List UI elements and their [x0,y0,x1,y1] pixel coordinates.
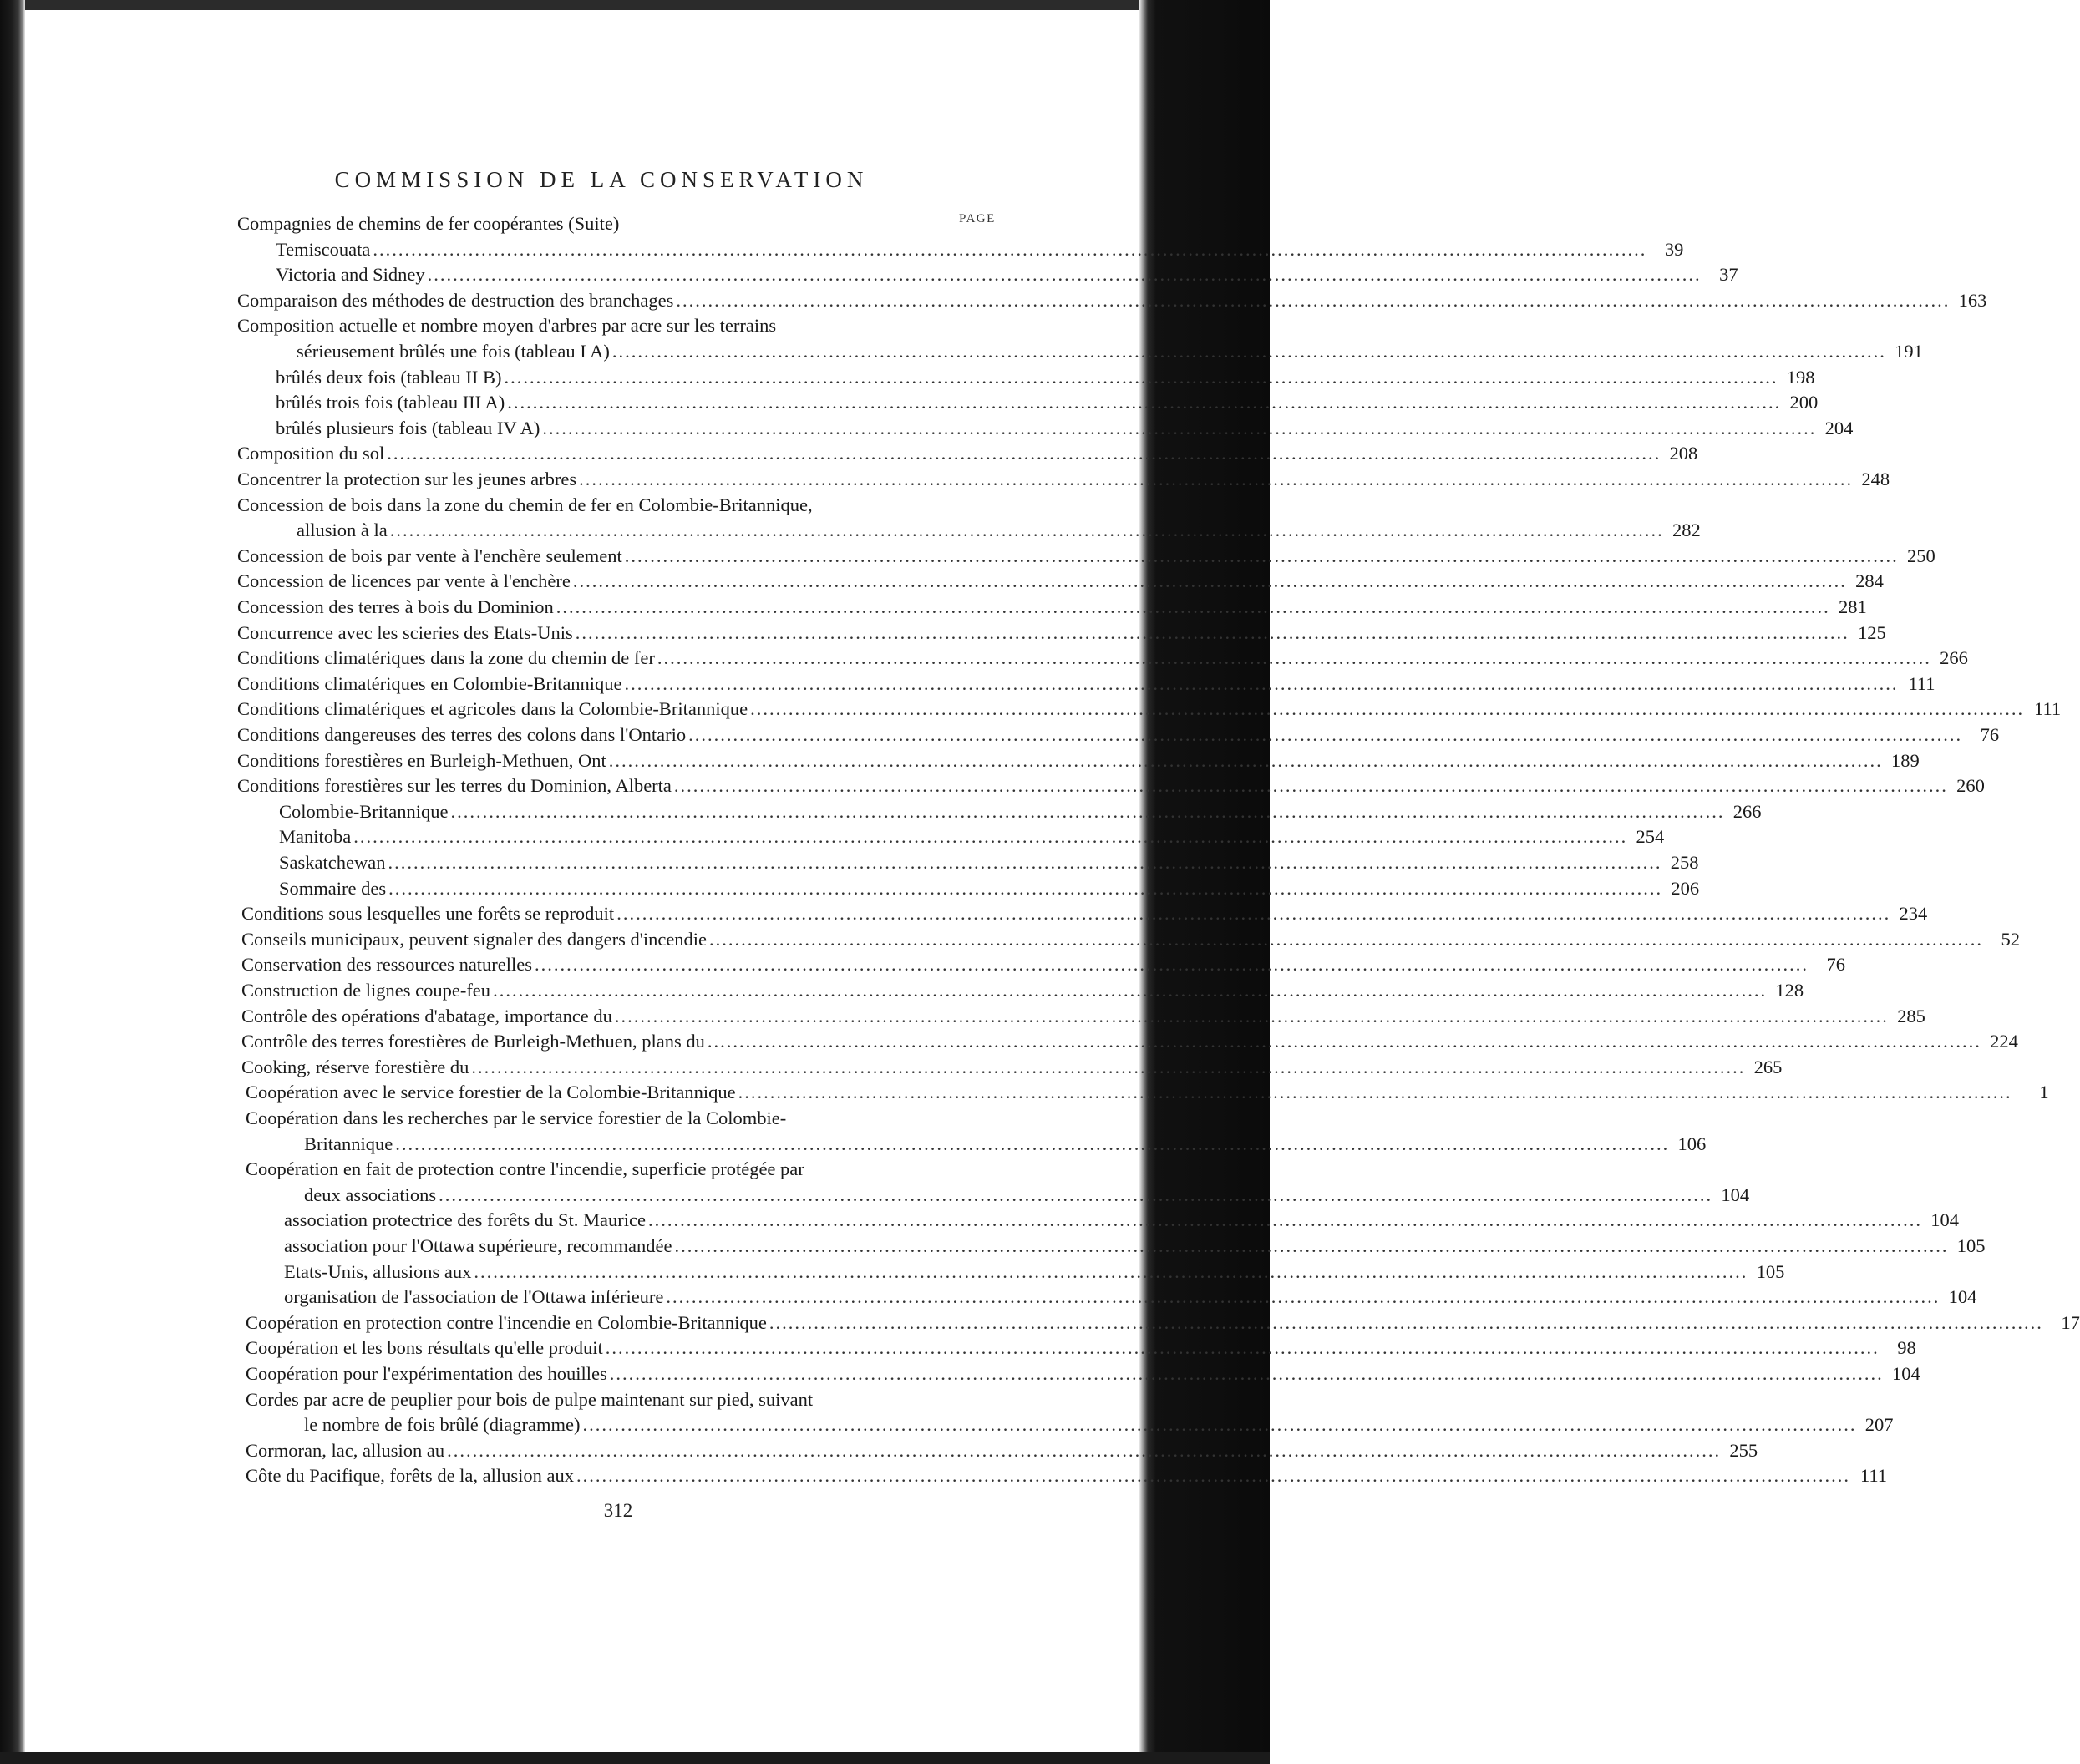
entry-page-number: 191 [1895,341,1923,362]
leader-dots: ........................................................................................................................................................................................................ [611,341,1886,362]
leader-dots: ........................................................................................................................................................................................................ [579,469,1854,489]
leader-dots: ........................................................................................................................................................................................................ [395,1133,1670,1154]
entry-page-number: 104 [1721,1184,1750,1205]
index-entry [279,877,1700,900]
index-entry [279,825,1665,849]
entry-page-number: 125 [1857,621,1886,643]
entry-page-number: 105 [1956,1235,1986,1256]
index-entry [241,1030,2018,1053]
entry-text: Cormoran, lac, allusion au [246,1439,445,1461]
entry-text: Colombie-Britannique [279,800,449,822]
index-entry [237,570,1884,593]
entry-text: Comparaison des méthodes de destruction des branchages [237,289,674,311]
index-entry [237,749,1920,773]
entry-page-number: 285 [1897,1005,1925,1026]
entry-page-number: 254 [1636,826,1665,848]
index-entry [246,1336,1916,1360]
entry-page-number: 189 [1891,749,1920,771]
entry-text: Coopération en protection contre l'incendie en Colombie-Britannique [246,1311,767,1333]
index-entry [237,596,1867,619]
leader-dots: ........................................................................................................................................................................................................ [738,1082,2012,1103]
entry-text: Saskatchewan [279,852,386,873]
leader-dots: ........................................................................................................................................................................................................ [450,800,1725,822]
index-entry [279,851,1699,874]
entry-text: Compagnies de chemins de fer coopérantes (Suite) [237,213,620,234]
entry-text: Concession de bois dans la zone du chemin de fer en Colombie-Britannique, [237,494,813,515]
entry-text: brûlés deux fois (tableau II B) [276,366,502,388]
entry-text: Coopération et les bons résultats qu'elle produit [246,1337,603,1359]
entry-page-number: 224 [1990,1031,2018,1052]
entry-page-number: 282 [1672,520,1701,541]
entry-text: Conditions forestières en Burleigh-Methuen, Ont [237,749,606,771]
index-entry [246,1081,2049,1104]
entry-text: Construction de lignes coupe-feu [241,980,491,1001]
entry-page-number: 198 [1786,366,1815,388]
page-column-label: PAGE [959,212,996,226]
entry-text: sérieusement brûlés une fois (tableau I A) [297,341,610,362]
index-entry [241,979,1804,1002]
entry-page-number: 128 [1775,980,1804,1001]
index-entry [237,774,1985,798]
entry-text: Sommaire des [279,877,387,899]
running-header: COMMISSION DE LA CONSERVATION [334,167,869,192]
entry-page-number: 207 [1864,1414,1894,1436]
leader-dots: ........................................................................................................................................................................................................ [493,980,1768,1001]
index-entry [237,468,1890,491]
index-entry [237,494,969,517]
index-entry [237,442,1698,465]
index-entry [237,723,2000,747]
index-entry [237,697,2062,721]
entry-text: Conditions climatériques dans la zone du chemin de fer [237,647,655,669]
index-entry [276,417,1854,440]
entry-text: Conditions sous lesquelles une forêts se reproduit [241,903,615,925]
index-entry [304,1133,1707,1156]
index-entry [284,1234,1986,1258]
entry-page-number: 105 [1756,1260,1785,1282]
entry-page-number: 104 [1891,1363,1920,1384]
leader-dots: ........................................................................................................................................................................................................ [688,724,1963,745]
page-number: 312 [603,1500,633,1521]
entry-text: Conservation des ressources naturelles [241,954,533,976]
entry-page-number: 76 [1826,954,1846,976]
entry-page-number: 106 [1677,1133,1707,1154]
entry-text: Conditions climatériques en Colombie-Britannique [237,672,622,694]
entry-page-number: 250 [1907,545,1935,566]
leader-dots: ........................................................................................................................................................................................................ [676,289,1951,311]
index-entry [241,902,1928,925]
entry-text: brûlés trois fois (tableau III A) [276,392,505,413]
entry-text: Conditions dangereuses des terres des colons dans l'Ontario [237,724,687,745]
leader-dots: ........................................................................................................................................................................................................ [572,570,1847,592]
index-entry [246,1388,969,1412]
index-entry [237,672,1935,696]
scan-bottom-edge [0,1752,1270,1764]
entry-page-number: 266 [1940,647,1968,669]
entry-text: Coopération avec le service forestier de la Colombie-Britannique [246,1082,736,1103]
index-entry [241,1005,1925,1028]
entry-page-number: 248 [1861,469,1890,489]
entry-text: Côte du Pacifique, forêts de la, allusion aux [246,1465,575,1487]
leader-dots: ........................................................................................................................................................................................................ [647,1209,1922,1231]
index-entry [237,646,1968,670]
leader-dots: ........................................................................................................................................................................................................ [624,672,1899,694]
entry-text: Concession de licences par vente à l'enchère [237,570,571,592]
leader-dots: ........................................................................................................................................................................................................ [387,443,1661,464]
index-entry [241,953,1846,976]
index-entry [237,314,969,337]
entry-text: Conseils municipaux, peuvent signaler des dangers d'incendie [241,928,708,950]
entry-page-number: 52 [2001,928,2021,950]
leader-dots: ........................................................................................................................................................................................................ [582,1414,1857,1436]
entry-text: association pour l'Ottawa supérieure, recommandée [284,1235,672,1256]
entry-text: Britannique [304,1133,393,1154]
entry-page-number: 76 [1980,724,2000,745]
leader-dots: ........................................................................................................................................................................................................ [614,1005,1889,1026]
entry-text: Contrôle des opérations d'abatage, importance du [241,1005,612,1026]
entry-text: Concession des terres à bois du Dominion [237,596,554,617]
leader-dots: ........................................................................................................................................................................................................ [556,596,1830,617]
index-entry [279,800,1762,824]
entry-text: Conditions climatériques et agricoles dans la Colombie-Britannique [237,698,748,720]
entry-page-number: 163 [1958,289,1987,311]
entry-page-number: 98 [1897,1337,1916,1359]
leader-dots: ........................................................................................................................................................................................................ [609,1363,1884,1384]
entry-page-number: 111 [2034,698,2062,720]
leader-dots: ........................................................................................................................................................................................................ [388,877,1663,899]
index-entry [246,1362,1920,1386]
leader-dots: ........................................................................................................................................................................................................ [388,852,1662,873]
leader-dots: ........................................................................................................................................................................................................ [535,954,1809,976]
entry-page-number: 111 [1908,672,1935,694]
entry-page-number: 234 [1899,903,1928,925]
entry-text: deux associations [304,1184,437,1205]
entry-text: Concentrer la protection sur les jeunes arbres [237,469,577,489]
leader-dots: ........................................................................................................................................................................................................ [504,366,1778,388]
entry-text: Cordes par acre de peuplier pour bois de pulpe maintenant sur pied, suivant [246,1388,814,1410]
entry-text: Coopération pour l'expérimentation des houilles [246,1363,607,1384]
index-entry [246,1158,969,1181]
leader-dots: ........................................................................................................................................................................................................ [608,749,1883,771]
index-entry [246,1107,969,1130]
leader-dots: ........................................................................................................................................................................................................ [666,1286,1940,1308]
index-entry [276,263,1738,286]
index-entry [246,1439,1758,1462]
leader-dots: ........................................................................................................................................................................................................ [507,392,1782,413]
entry-text: organisation de l'association de l'Ottawa inférieure [284,1286,664,1308]
leader-dots: ........................................................................................................................................................................................................ [353,826,1628,848]
entry-text: Temiscouata [276,238,371,260]
entry-page-number: 255 [1729,1439,1758,1461]
index-entry [284,1285,1977,1309]
entry-text: Contrôle des terres forestières de Burleigh-Methuen, plans du [241,1031,705,1052]
leader-dots: ........................................................................................................................................................................................................ [576,1465,1851,1487]
entry-page-number: 206 [1671,877,1700,899]
entry-text: Coopération en fait de protection contre l'incendie, superficie protégée par [246,1158,804,1180]
entry-page-number: 104 [1948,1286,1977,1308]
index-entry [246,1464,1888,1488]
index-entry [297,340,1923,363]
entry-page-number: 111 [1859,1465,1888,1487]
entry-text: Composition actuelle et nombre moyen d'arbres par acre sur les terrains [237,315,777,337]
entry-page-number: 260 [1956,775,1985,797]
index-entry [276,366,1815,389]
entry-page-number: 1 [2039,1082,2049,1103]
index-entry [276,238,1684,261]
leader-dots: ........................................................................................................................................................................................................ [657,647,1931,669]
index-entry [237,289,1987,312]
index-entry [284,1260,1785,1284]
index-entry [237,545,1935,568]
entry-text: brûlés plusieurs fois (tableau IV A) [276,417,540,438]
leader-dots: ........................................................................................................................................................................................................ [427,264,1702,286]
entry-text: Composition du sol [237,443,385,464]
leader-dots: ........................................................................................................................................................................................................ [447,1439,1722,1461]
leader-dots: ........................................................................................................................................................................................................ [673,775,1948,797]
entry-page-number: 104 [1930,1209,1959,1231]
entry-page-number: 37 [1719,264,1738,286]
entry-page-number: 204 [1824,417,1854,438]
leader-dots: ........................................................................................................................................................................................................ [471,1056,1746,1077]
index-entry [276,391,1819,414]
entry-page-number: 17 [2061,1311,2080,1333]
entry-text: Manitoba [279,826,352,848]
index-entry [241,1056,1783,1079]
index-entry [297,519,1701,542]
entry-page-number: 200 [1789,392,1819,413]
entry-text: allusion à la [297,520,388,541]
leader-dots: ........................................................................................................................................................................................................ [474,1260,1748,1282]
entry-page-number: 39 [1664,238,1684,260]
entry-text: Concurrence avec les scieries des Etats-Unis [237,621,573,643]
leader-dots: ........................................................................................................................................................................................................ [709,928,1984,950]
entry-text: Conditions forestières sur les terres du Dominion, Alberta [237,775,672,797]
leader-dots: ........................................................................................................................................................................................................ [674,1235,1949,1256]
leader-dots: ........................................................................................................................................................................................................ [373,238,1647,260]
entry-page-number: 284 [1855,570,1884,592]
index-entry [237,212,969,236]
entry-text: association protectrice des forêts du St. Maurice [284,1209,646,1231]
index-entry [246,1311,2080,1335]
entry-page-number: 265 [1753,1056,1783,1077]
leader-dots: ........................................................................................................................................................................................................ [575,621,1849,643]
index-entry [304,1184,1750,1207]
entry-text: le nombre de fois brûlé (diagramme) [304,1414,581,1436]
index-entry [241,928,2021,951]
entry-page-number: 266 [1732,800,1762,822]
entry-text: Cooking, réserve forestière du [241,1056,469,1077]
leader-dots: ........................................................................................................................................................................................................ [389,520,1664,541]
leader-dots: ........................................................................................................................................................................................................ [542,417,1817,438]
entry-page-number: 208 [1669,443,1698,464]
entry-page-number: 281 [1838,596,1867,617]
leader-dots: ........................................................................................................................................................................................................ [439,1184,1713,1205]
entry-page-number: 258 [1670,852,1699,873]
entry-text: Coopération dans les recherches par le service forestier de la Colombie- [246,1108,787,1128]
leader-dots: ........................................................................................................................................................................................................ [707,1031,1981,1052]
entry-text: Etats-Unis, allusions aux [284,1260,472,1282]
index-entry [284,1209,1959,1232]
leader-dots: ........................................................................................................................................................................................................ [769,1311,2043,1333]
leader-dots: ........................................................................................................................................................................................................ [616,903,1891,925]
leader-dots: ........................................................................................................................................................................................................ [605,1337,1880,1359]
index-entry [304,1413,1894,1437]
leader-dots: ........................................................................................................................................................................................................ [624,545,1899,566]
entry-text: Concession de bois par vente à l'enchère seulement [237,545,622,566]
entry-text: Victoria and Sidney [276,264,425,286]
leader-dots: ........................................................................................................................................................................................................ [750,698,2025,720]
index-entry [237,621,1886,645]
